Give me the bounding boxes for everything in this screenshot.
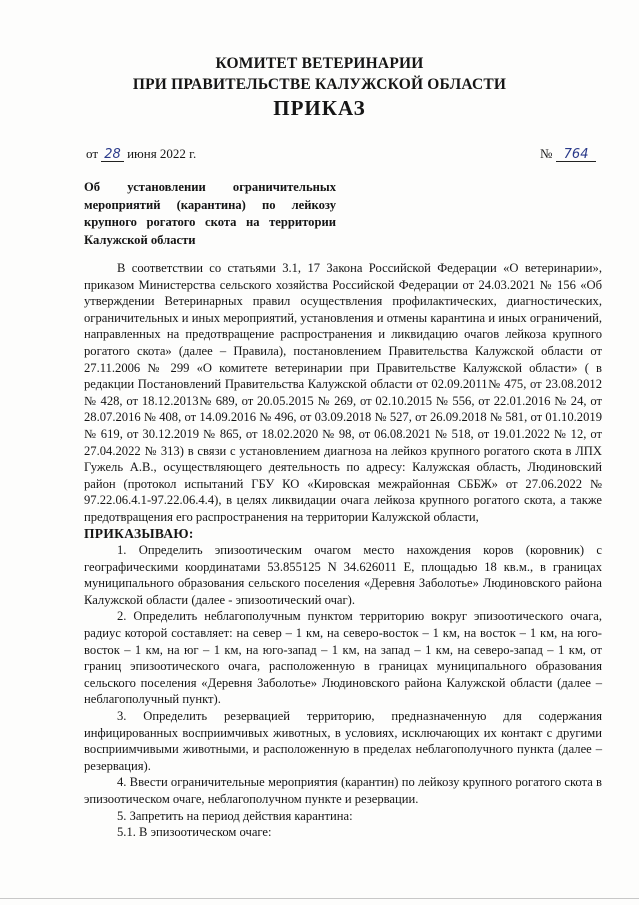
date-prefix: от [86, 146, 99, 161]
command-word: ПРИКАЗЫВАЮ: [84, 525, 194, 541]
order-date [86, 146, 196, 162]
date-month-year: июня 2022 г. [127, 146, 197, 161]
item-5-1: 5.1. В эпизоотическом очаге: [117, 825, 272, 840]
item-1: 1. Определить эпизоотическим очагом место нахождения коров (коровник) с географическими координатами 53.855125 N 34.626011 E, площадью 18 кв.м., в границах муниципального образования сельского поселения «Деревня Заболотье» Людиновского района Калужской области (далее - эпизоотический очаг). [84, 543, 602, 607]
committee-name: КОМИТЕТ ВЕТЕРИНАРИИ [215, 55, 424, 72]
number-prefix: № [540, 146, 553, 161]
document-type: ПРИКАЗ [273, 96, 366, 120]
preamble-paragraph: В соответствии со статьями 3.1, 17 Закона Российской Федерации «О ветеринарии», приказом Министерства сельского хозяйства Российской Федерации от 24.03.2021 № 156 «Об утверждении Ветеринарных правил осуществления профилактических, диагностических, ограничительных и иных мероприятий, установления и отмены карантина и иных ограничений, направленных на предотвращение распространения и ликвидацию очагов лейкоза крупного рогатого скота» (далее – Правила), постановлением Правительства Калужской области от 27.11.2006 № 299 «О комитете ветеринарии при Правительстве Калужской области» ( в редакции Постановлений Правительства Калужской области от 02.09.2011№ 475, от 23.08.2012 № 428, от 18.12.2013№ 689, от 20.05.2015 № 269, от 02.10.2015 № 556, от 22.01.2016 № 24, от 28.07.2016 № 408, от 14.09.2016 № 496, от 03.09.2018 № 527, от 26.09.2018 № 581, от 01.10.2019 № 619, от 30.12.2019 № 865, от 18.02.2020 № 98, от 06.08.2021 № 518, от 19.01.2022 № 12, от 27.04.2022 № 313) в связи с установлением диагноза на лейкоз крупного рогатого скота в ЛПХ Гужель А.В., осуществляющего деятельность по адресу: Калужская область, Людиновский район (протокол испытаний ГБУ КО «Кировская межрайонная СББЖ» от 27.06.2022 № 97.22.06.4.1-97.22.06.4.4), в целях ликвидации очага лейкоза крупного рогатого скота, а также предотвращения его распространения на территории Калужской области, [84, 261, 602, 524]
item-3: 3. Определить резервацией территорию, предназначенную для содержания инфицированных восприимчивых животных, в условиях, исключающих их контакт с другими восприимчивыми животными, и расположенную в пределах неблагополучного пункта (далее – резервация). [84, 709, 602, 773]
page-bottom-line [0, 898, 639, 899]
item-5: 5. Запретить на период действия карантина: [117, 808, 353, 823]
date-day-handwritten: 28 [101, 148, 124, 162]
item-2: 2. Определить неблагополучным пунктом территорию вокруг эпизоотического очага, радиус которой составляет: на север – 1 км, на северо-восток – 1 км, на восток – 1 км, на юго-восток – 1 км, на юг – 1 км, на юго-запад – 1 км, на запад – 1 км, на северо-запад – 1 км, от границ эпизоотического очага, расположенную в границах муниципального образования сельского поселения «Деревня Заболотье» Людиновского района Калужской области (далее – неблагополучный пункт). [84, 609, 602, 707]
committee-affiliation: ПРИ ПРАВИТЕЛЬСТВЕ КАЛУЖСКОЙ ОБЛАСТИ [132, 76, 507, 93]
number-value-handwritten: 764 [556, 148, 597, 162]
order-body [84, 260, 602, 841]
order-title: Об установлении ограничительных мероприятий (карантина) по лейкозу крупного рогатого скота на территории Калужской области [84, 180, 336, 247]
order-number [540, 146, 596, 162]
item-4: 4. Ввести ограничительные мероприятия (карантин) по лейкозу крупного рогатого скота в эпизоотическом очаге, неблагополучном пункте и резервации. [84, 775, 602, 806]
